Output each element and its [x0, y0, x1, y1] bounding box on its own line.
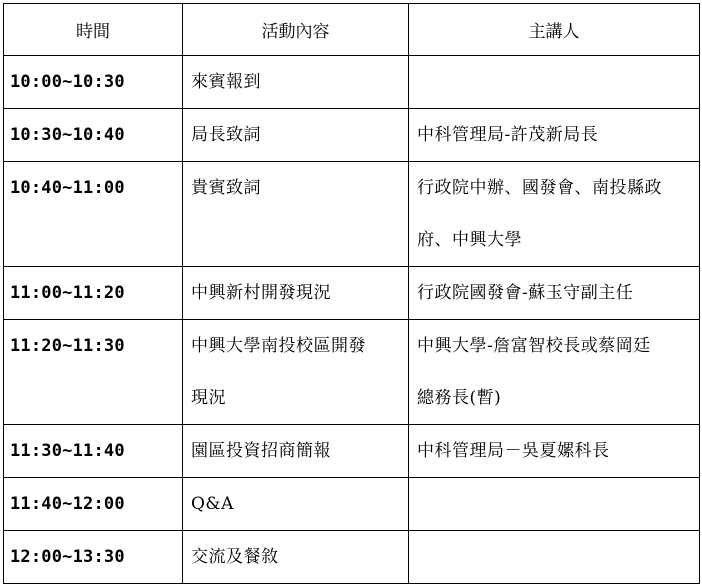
header-activity: 活動內容 [183, 4, 409, 56]
time-cell [4, 109, 183, 162]
time-cell [4, 425, 183, 478]
speaker-text-line-1: 中興大學-詹富智校長或蔡岡廷 [417, 336, 651, 356]
speaker-text-line-2: 府、中興大學 [417, 230, 522, 250]
speaker-cell [409, 478, 700, 531]
activity-text: 中興新村開發現況 [191, 283, 331, 303]
activity-cell [183, 531, 409, 584]
time-text: 12:00~13:30 [10, 547, 125, 567]
activity-cell [183, 109, 409, 162]
speaker-cell [409, 531, 700, 584]
table-row [4, 425, 700, 478]
time-cell [4, 478, 183, 531]
table-row [4, 531, 700, 584]
time-text: 11:00~11:20 [10, 283, 125, 303]
time-text: 11:20~11:30 [10, 336, 125, 356]
activity-cell [183, 425, 409, 478]
header-time: 時間 [4, 4, 183, 56]
time-cell [4, 531, 183, 584]
speaker-text: 中科管理局－吳夏嫘科長 [417, 441, 610, 461]
activity-text-line-1: 中興大學南投校區開發 [191, 336, 366, 356]
speaker-text: 行政院國發會-蘇玉守副主任 [417, 283, 634, 303]
speaker-text: 中科管理局-許茂新局長 [417, 125, 599, 145]
activity-cell [183, 162, 409, 267]
table-row [4, 56, 700, 109]
activity-cell [183, 320, 409, 425]
header-row [4, 4, 700, 56]
activity-cell [183, 267, 409, 320]
speaker-cell [409, 109, 700, 162]
speaker-text-line-2: 總務長(暫) [417, 388, 502, 408]
time-cell [4, 320, 183, 425]
table-row [4, 109, 700, 162]
activity-text: 園區投資招商簡報 [191, 441, 331, 461]
activity-text: 交流及餐敘 [191, 547, 279, 567]
time-text: 10:00~10:30 [10, 72, 125, 92]
table-row [4, 267, 700, 320]
activity-text: 局長致詞 [191, 125, 261, 145]
speaker-text-line-1: 行政院中辦、國發會、南投縣政 [417, 178, 662, 198]
speaker-cell [409, 162, 700, 267]
activity-text: 貴賓致詞 [191, 178, 261, 198]
table-row [4, 478, 700, 531]
speaker-cell [409, 56, 700, 109]
activity-cell [183, 478, 409, 531]
header-speaker: 主講人 [409, 4, 700, 56]
activity-text: Q&A [191, 494, 234, 514]
activity-text-line-2: 現況 [191, 388, 226, 408]
time-cell [4, 56, 183, 109]
speaker-cell [409, 267, 700, 320]
time-text: 11:40~12:00 [10, 494, 125, 514]
time-text: 10:40~11:00 [10, 178, 125, 198]
time-text: 11:30~11:40 [10, 441, 125, 461]
time-cell [4, 267, 183, 320]
table-row [4, 320, 700, 425]
activity-cell [183, 56, 409, 109]
time-cell [4, 162, 183, 267]
agenda-table [3, 3, 700, 584]
speaker-cell [409, 320, 700, 425]
speaker-cell [409, 425, 700, 478]
time-text: 10:30~10:40 [10, 125, 125, 145]
table-row [4, 162, 700, 267]
activity-text: 來賓報到 [191, 72, 261, 92]
